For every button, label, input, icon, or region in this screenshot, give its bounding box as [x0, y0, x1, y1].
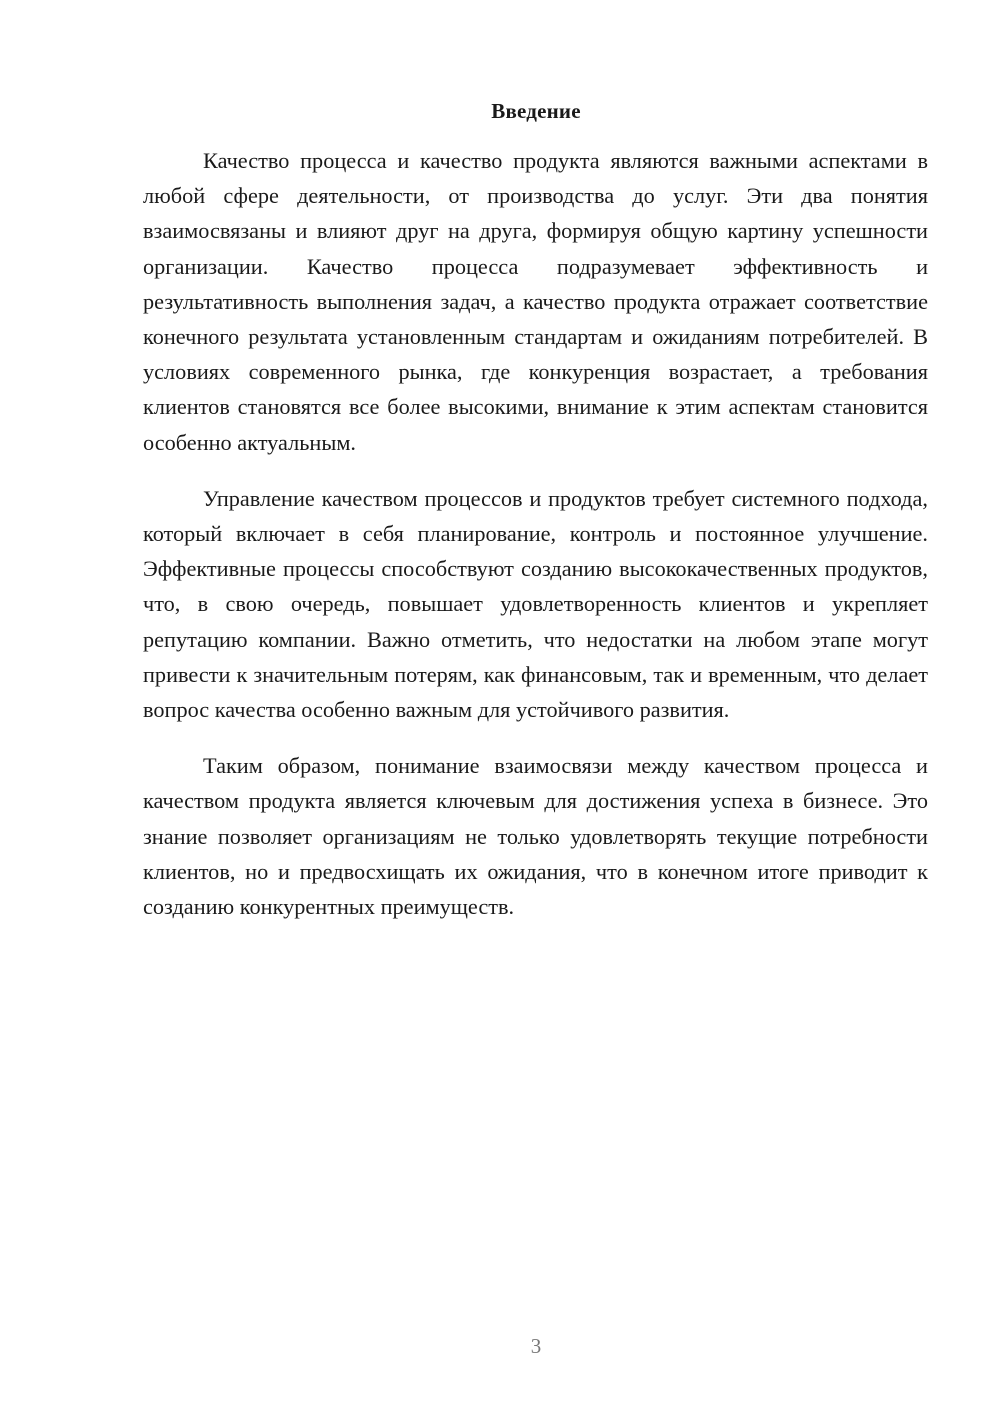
- paragraph-2: Управление качеством процессов и продуктов требует системного подхода, который включает в себя планирование, контроль и постоянное улучшение. Эффективные процессы способствуют созданию высококачественных продуктов, что, в свою очередь, повышает удовлетворенность клиентов и укрепляет репутацию компании. Важно отметить, что недостатки на любом этапе могут привести к значительным потерям, как финансовым, так и временным, что делает вопрос качества особенно важным для устойчивого развития.: [143, 485, 928, 723]
- document-body: [143, 143, 928, 945]
- paragraph-3: Таким образом, понимание взаимосвязи между качеством процесса и качеством продукта является ключевым для достижения успеха в бизнесе. Это знание позволяет организациям не только удовлетворять текущие потребности клиентов, но и предвосхищать их ожидания, что в конечном итоге приводит к созданию конкурентных преимуществ.: [143, 753, 928, 920]
- paragraph-1: Качество процесса и качество продукта являются важными аспектами в любой сфере деятельности, от производства до услуг. Эти два понятия взаимосвязаны и влияют друг на друга, формируя общую картину успешности организации. Качество процесса подразумевает эффективность и результативность выполнения задач, а качество продукта отражает соответствие конечного результата установленным стандартам и ожиданиям потребителей. В условиях современного рынка, где конкуренция возрастает, а требования клиентов становятся все более высокими, внимание к этим аспектам становится особенно актуальным.: [143, 148, 928, 455]
- page-title: Введение: [491, 99, 581, 123]
- page-number: 3: [530, 1334, 542, 1358]
